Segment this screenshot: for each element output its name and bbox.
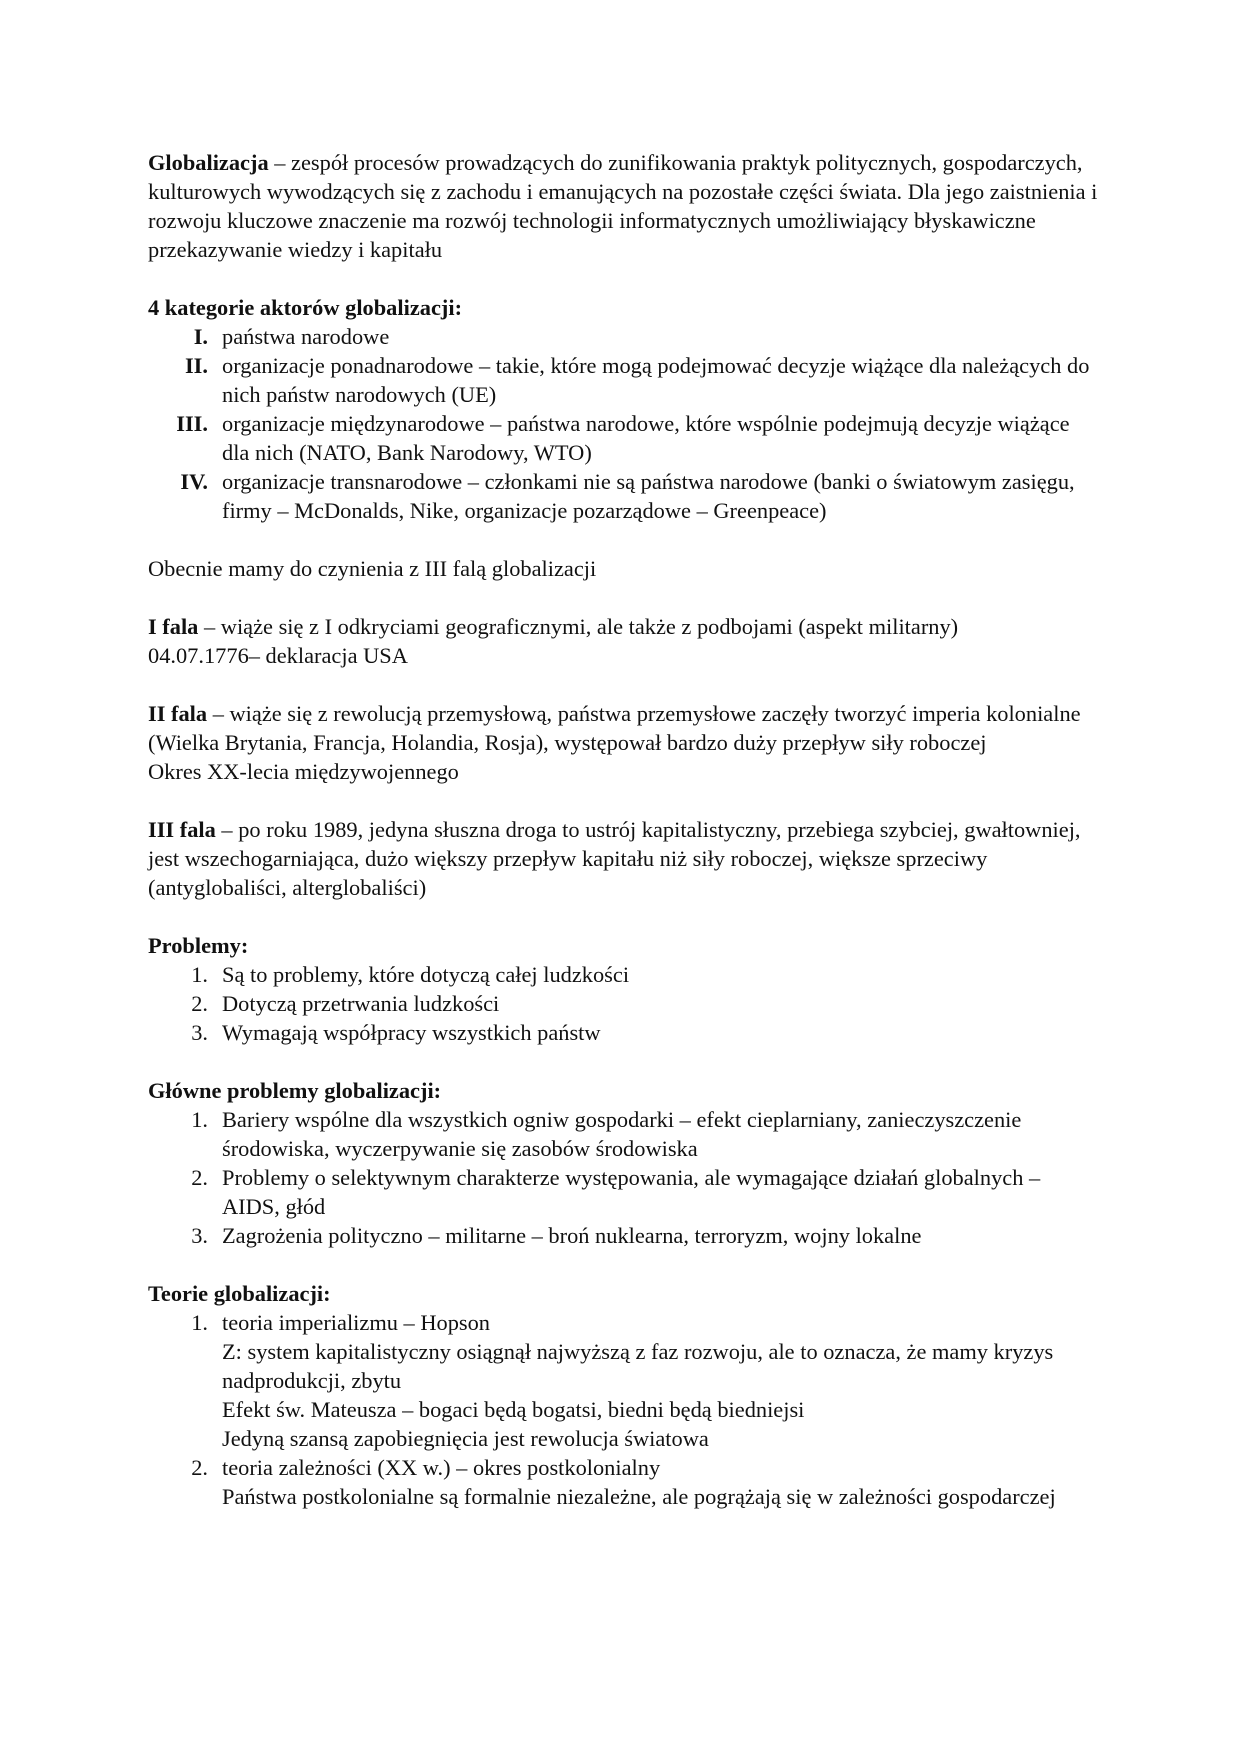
current-wave-text: Obecnie mamy do czynienia z III falą globalizacji <box>148 556 597 581</box>
document-page <box>148 148 1098 1511</box>
list-item: II. organizacje ponadnarodowe – takie, które mogą podejmować decyzje wiążące dla należących do nich państw narodowych (UE) <box>184 353 1090 407</box>
list-item: 1. Bariery wspólne dla wszystkich ogniw gospodarki – efekt cieplarniany, zanieczyszczenie środowiska, wyczerpywanie się zasobów środowiska <box>191 1107 1022 1161</box>
theories-heading: Teorie globalizacji: <box>148 1281 331 1306</box>
theory-title: teoria imperializmu – Hopson <box>222 1310 490 1335</box>
wave2-paragraph: II fala – wiąże się z rewolucją przemysłową, państwa przemysłowe zaczęły tworzyć imperia kolonialne (Wielka Brytania, Francja, Holandia, Rosja), występował bardzo duży przepływ siły roboczej <box>148 701 1081 755</box>
wave2-label: II fala <box>148 701 208 726</box>
wave3-label: III fala <box>148 817 216 842</box>
intro-paragraph <box>148 148 1098 264</box>
list-item: 3. Zagrożenia polityczno – militarne – broń nuklearna, terroryzm, wojny lokalne <box>191 1223 922 1248</box>
theory-text: Jedyną szansą zapobiegnięcia jest rewolucja światowa <box>222 1426 709 1451</box>
theory-text: Z: system kapitalistyczny osiągnął najwyższą z faz rozwoju, ale to oznacza, że mamy kryzys nadprodukcji, zbytu <box>222 1339 1054 1393</box>
wave1-label: I fala <box>148 614 199 639</box>
list-item: 2. Problemy o selektywnym charakterze występowania, ale wymagające działań globalnych – AIDS, głód <box>191 1165 1041 1219</box>
wave3-paragraph: III fala – po roku 1989, jedyna słuszna droga to ustrój kapitalistyczny, przebiega szybciej, gwałtowniej, jest wszechogarniająca, dużo większy przepływ kapitału niż siły roboczej, większe sprzeciwy (antyglobaliści, alterglobaliści) <box>148 817 1081 900</box>
problems-heading: Problemy: <box>148 933 249 958</box>
main-problems-list <box>148 1105 1098 1250</box>
list-item: I. państwa narodowe <box>193 324 390 349</box>
actors-list <box>148 322 1098 525</box>
theory-text: Efekt św. Mateusza – bogaci będą bogatsi, biedni będą biedniejsi <box>222 1397 805 1422</box>
actors-heading: 4 kategorie aktorów globalizacji: <box>148 295 463 320</box>
list-item: 2. teoria zależności (XX w.) – okres postkolonialny Państwa postkolonialne są formalnie niezależne, ale pogrążają się w zależności gospodarczej <box>148 1453 1098 1511</box>
wave1-paragraph: I fala – wiąże się z I odkryciami geograficznymi, ale także z podbojami (aspekt militarny) <box>148 614 959 639</box>
list-item: 3. Wymagają współpracy wszystkich państw <box>191 1020 601 1045</box>
list-item: III. organizacje międzynarodowe – państwa narodowe, które wspólnie podejmują decyzje wiążące dla nich (NATO, Bank Narodowy, WTO) <box>176 411 1070 465</box>
wave1-line2: 04.07.1776– deklaracja USA <box>148 643 408 668</box>
theory-title: teoria zależności (XX w.) – okres postkolonialny <box>222 1455 661 1480</box>
problems-list <box>148 960 1098 1047</box>
main-problems-heading: Główne problemy globalizacji: <box>148 1078 442 1103</box>
list-item: IV. organizacje transnarodowe – członkami nie są państwa narodowe (banki o światowym zasięgu, firmy – McDonalds, Nike, organizacje pozarządowe – Greenpeace) <box>180 469 1075 523</box>
list-item: 1. teoria imperializmu – Hopson Z: system kapitalistyczny osiągnął najwyższą z faz rozwoju, ale to oznacza, że mamy kryzys nadprodukcji, zbytu Efekt św. Mateusza – bogaci będą bogatsi, biedni będą biedniejsi Jedyną szansą zapobiegnięcia jest rewolucja światowa <box>148 1308 1098 1453</box>
theory-text: Państwa postkolonialne są formalnie niezależne, ale pogrążają się w zależności gospodarczej <box>222 1484 1056 1509</box>
list-item: 2. Dotyczą przetrwania ludzkości <box>191 991 500 1016</box>
intro-definition: – zespół procesów prowadzących do zunifikowania praktyk politycznych, gospodarczych, kulturowych wywodzących się z zachodu i emanujących na pozostałe części świata. Dla jego zaistnienia i rozwoju kluczowe znaczenie ma rozwój technologii informatycznych umożliwiający błyskawiczne przekazywanie wiedzy i kapitału <box>148 150 1098 262</box>
intro-term: Globalizacja <box>148 150 269 175</box>
theories-list <box>148 1308 1098 1511</box>
wave2-line2: Okres XX-lecia międzywojennego <box>148 759 459 784</box>
list-item: 1. Są to problemy, które dotyczą całej ludzkości <box>191 962 630 987</box>
